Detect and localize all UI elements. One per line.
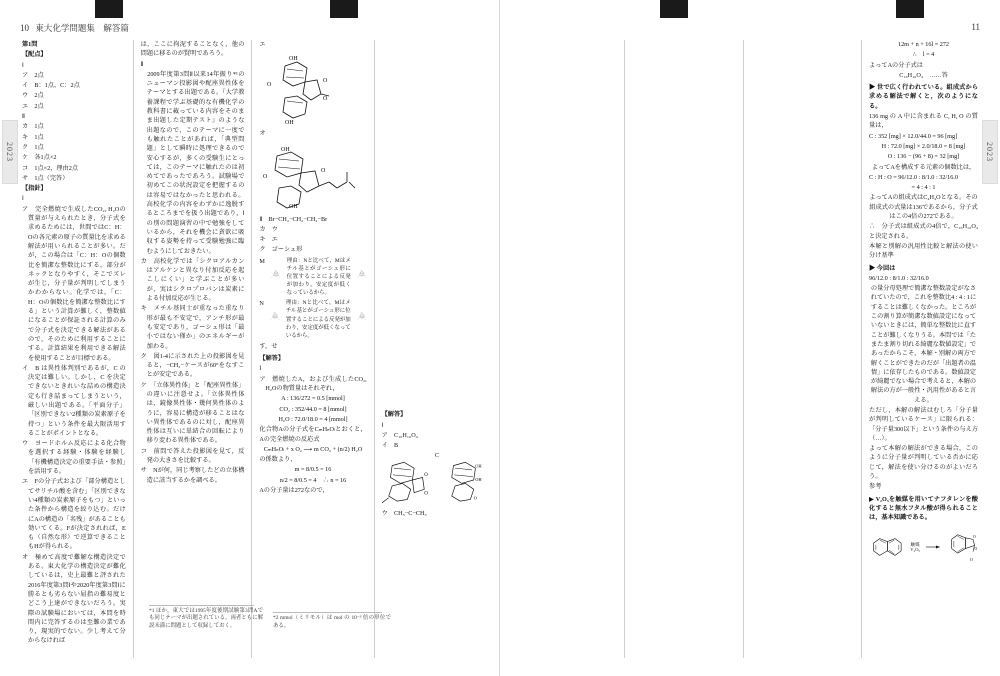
label-e: エ xyxy=(259,41,266,48)
kaisetsu-def: 化合物Aの分子式をCₘHₙOₗとおくと，Aの完全燃焼の反応式 xyxy=(259,426,367,443)
year-tab-right: 2023 xyxy=(982,120,998,184)
svg-text:O: O xyxy=(973,534,977,539)
label-n: N xyxy=(259,300,264,308)
catalyst-label: 触媒 V₂O₅ xyxy=(910,541,921,552)
svg-text:O: O xyxy=(323,78,328,85)
left-column-1 xyxy=(22,40,126,658)
calc-m: m = 8/0.5 = 16 xyxy=(294,466,332,474)
guideline-group: Ⅰ xyxy=(22,195,24,203)
naphthalene-icon xyxy=(869,530,904,564)
newman-projection-group xyxy=(259,257,366,298)
alt-hydrogen-mass: O : 136 − (96 + 8) = 32 [mg] xyxy=(887,153,960,161)
svg-text:H: H xyxy=(365,319,366,321)
comparison-heading: ▶ 今回は xyxy=(869,264,978,273)
or-label-2: 理由：Nと比べて，Mはメチル基とがゴーシュ形に位置することによる反発が加わり，安定度が低くなっているから。 xyxy=(285,300,351,339)
comparison-intro: 96/12.0 : 8/1.0 : 32/16.0 xyxy=(869,274,929,282)
footnote-rule-2 xyxy=(273,612,367,613)
column-divider xyxy=(133,40,134,658)
guideline-heading: 【指針】 xyxy=(22,185,47,193)
comparison-advice: 参考 xyxy=(869,483,882,491)
left-running-head xyxy=(20,22,129,34)
svg-text:H: H xyxy=(270,277,272,279)
score-line: ケ 各1点×2 xyxy=(22,154,57,162)
combustion-equation: CₘHₙOₗ + x O₂ ⟶ m CO₂ + (n/2) H₂O xyxy=(263,445,363,453)
structure-c-diagram xyxy=(445,451,489,509)
structure-b-diagram xyxy=(382,451,429,509)
left-footnote: *1 ほか，東大では1995年度後期試験第3問Aでも同じテーマが出題されている。両者ともに解説未満に問題として収録しておく。 xyxy=(149,607,263,630)
left-column-2 xyxy=(140,40,263,658)
kaisetsu-a: ア 燃焼したA，および生成したCO₂, H₂Oの物質量はそれぞれ， xyxy=(259,375,367,393)
molecular-formula-a: C₁₆H₁₆O₄ ……答 xyxy=(899,71,948,79)
svg-text:H: H xyxy=(365,277,366,279)
right-columns xyxy=(514,40,978,658)
score-line: ウ 2点 xyxy=(22,92,44,100)
score-line: ク 1点 xyxy=(22,143,44,151)
year-tab: 2023 xyxy=(2,120,18,184)
kaisetsu-heading: 【解答】 xyxy=(259,355,285,363)
svg-text:CH₃: CH₃ xyxy=(360,270,362,272)
page-marker-tab xyxy=(660,0,688,18)
comparison-caveat: よって本解の解法ができる場合，このように分子量が判明している否かに応じて，解法を使い分けるのがよいだろう。 xyxy=(869,445,978,481)
alt-carbon-mass: H : 72.0 [mg] × 2.0/18.0 = 8 [mg] xyxy=(881,142,966,150)
structures-b-c xyxy=(382,451,489,509)
right-running-head xyxy=(971,22,980,32)
naphthalene-reaction-figure xyxy=(869,527,978,567)
section-title: 第1問 xyxy=(22,41,38,48)
reaction-arrow-icon xyxy=(926,542,941,552)
svg-text:O: O xyxy=(323,96,328,103)
svg-text:H: H xyxy=(356,319,358,321)
alt-intro: 136 mg の A 中に含まれる C, H, O の質量は， xyxy=(869,113,978,130)
answer-ku: ク ゴーシュ形 xyxy=(259,246,303,254)
svg-text:O: O xyxy=(423,490,428,497)
score-line: イ B：1点，C：2点 xyxy=(22,82,80,90)
kaitou-roman1: Ⅰ xyxy=(381,421,384,429)
kaisetsu-roman1: Ⅰ xyxy=(259,365,262,373)
label-m: M xyxy=(259,257,265,265)
guideline-ka: カ 高校化学では「シクロアルカンはアルケンと異なり付加反応を起こしにくい」と学ぶことが多いが，実はシクロプロパンは炭素による付加反応が生じる。 xyxy=(140,257,245,303)
svg-text:O: O xyxy=(473,495,477,501)
column-divider xyxy=(374,40,375,658)
guideline-ko: コ 前問で答えた投影図を見て，反発の大きさを比較する。 xyxy=(140,447,245,465)
newman-n-alt-icon xyxy=(357,299,367,333)
alt-empirical-note: ∴ 分子式は組成式の4倍で，C₁₆H₁₆O₄と決定される。 xyxy=(869,223,978,240)
guideline-o: オ 極めて高度で難解な構造決定である。東大化学の構造決定が難化しているは，史上最難と評された2016年度第3問Ⅰや2020年度第3問Ⅰに勝るとも劣らない屈指の難易度とどこう上達ができないだろう。実際の試験場においては，本問を時間内に完答するのは至難の業であり，現実的でない。少し考えて分からなければ xyxy=(22,553,126,645)
structure-e-diagram xyxy=(259,52,366,126)
svg-text:CH₃: CH₃ xyxy=(273,312,276,314)
column-divider xyxy=(624,40,625,658)
guideline-ki: キ メチル基同士が重なった重なり形が最も不安定で，アンチ形が最も安定であり，ゴーシュ形は「最小ではない僅か」のエネルギーが加わる。 xyxy=(140,305,245,350)
newman-m-alt-icon xyxy=(357,257,367,291)
score-heading: 【配点】 xyxy=(22,51,47,59)
svg-text:H: H xyxy=(279,277,280,279)
comparison-expr: の量分母処理で簡潔な整数設定がなされていたので，これを整数比4 : 4 : 1にすることは難しくなかった。ところがこの割り算が簡潔な数値設定になっていないときには，簡単な整数比に直すことが難しくなりうる。本問では「たまたま割り切れる綺麗な数値設定」であったからこそ，本解・別解の両方で解くことができたのだが「出題者の温情」に依存したものである。数値設定が綺麗でない場合で考えると，本解の解法の方が一般性・汎用性があると言える。 xyxy=(870,285,977,404)
score-line: コ 1点×2，理由2点 xyxy=(22,164,79,172)
page-marker-tab xyxy=(330,0,358,18)
guideline-e: エ Fの分子式および「部分構造としてサリチル酸を含む」「区別できない4種類の炭素原子をもつ」といった条件から構造を絞り込む。だけにAの構造の「名残」があることも効いてくる。Fが決定されれば，Eも（自然な形）で逆算できることもHが得られる。 xyxy=(22,478,126,551)
column-divider xyxy=(251,40,252,658)
guideline-intro: 2009年度第3問Ⅱ以来14年振り*¹のニューマン投影図や配座異性体をテーマとする出題である。『大学教養課程で学ぶ基礎的な有機化学の教科書に載っている内容をそのまま出題した定期テスト』のような出題なので，このテーマに一度でも触れたことがあれば，「典型問題」として瞬時に処理できるので安心するが，多くの受験生にとっては，このテーマに触れたのは初めてであったであろう。試験場で初めてこの状況設定を把握するのは容易ではなかったと思われる。高校化学の内容をわずかに逸脱するところまでを扱う出題であり，Ⅰの別の問題演習の中で勉強をしているから，それを機会に貪欲に吸収する姿勢を持って受験勉強に臨むようにしておきたい。 xyxy=(140,70,245,255)
right-column-3 xyxy=(751,40,854,658)
page-marker-tab xyxy=(95,0,123,18)
or-label: 理由：Nと比べて，Mはメチル基とがゴーシュ形に位置することによる反発が加わり，安定度が低くなっているから。 xyxy=(286,257,351,297)
label-o: オ xyxy=(259,130,266,138)
alt-mass-intro: C : 352 [mg] × 12.0/44.0 = 96 [mg] xyxy=(869,132,958,140)
guideline-u: ウ ヨードホルム反応による化合物を選択する経験・体験を経験し「有機構造決定の重要手法・参照」を活用する。 xyxy=(22,440,126,476)
svg-text:O: O xyxy=(970,557,974,562)
guideline-sa: サ Nが何，同じ考察したどの立体構造に該当するかを調べる。 xyxy=(140,467,245,484)
guideline-i: イ B は異性体判別であるが，C の決定は難しい。しかし，C を決定できないときれいな詰めの構造決定も行き詰まってしまうという，厳しい出題である。「平面分子」「区別できない2種類の炭素原子を持つ」という条件を最大限活用することがポイントとなる。 xyxy=(22,364,126,437)
column-divider xyxy=(861,40,862,658)
score-line: カ 1点 xyxy=(22,123,44,131)
kaitou-u: ウ CH₃−C−CH₃ xyxy=(381,510,427,518)
svg-text:O: O xyxy=(321,167,326,174)
book-title: 東大化学問題集 解答篇 xyxy=(35,23,129,33)
phthalic-anhydride-icon xyxy=(947,527,978,567)
alt-oxygen-mass: よってAを構成する元素の個数比は， xyxy=(871,163,976,171)
svg-text:H: H xyxy=(356,277,358,279)
svg-text:CH₃: CH₃ xyxy=(274,270,277,272)
eq-l-value: ∴ l = 4 xyxy=(912,51,935,59)
svg-text:OH: OH xyxy=(475,477,482,483)
conclusion-line: よってAの分子式は xyxy=(869,61,923,69)
score-group-2: Ⅱ xyxy=(22,113,26,121)
svg-text:OH: OH xyxy=(289,203,298,210)
molar-mass-note: Aの分子量は272なので， xyxy=(259,487,329,495)
right-column-4 xyxy=(869,40,978,658)
guideline-group-2: Ⅱ xyxy=(140,60,144,68)
svg-text:CH₃: CH₃ xyxy=(360,312,362,314)
kaitou-a: ア C₁₆H₁₆O₄ xyxy=(381,431,418,439)
comparison-body: ただし，本解の解法はむしろ「分子量が判明しているケース」に限られる：「分子量300以下」という条件の与え方（…）。 xyxy=(869,406,978,442)
right-page-number: 11 xyxy=(971,22,980,32)
right-column-1 xyxy=(514,40,617,658)
calc-n: n/2 = 8/0.5 = 4 ∴ n = 16 xyxy=(279,476,347,484)
svg-text:O: O xyxy=(974,546,978,551)
newman-m-icon xyxy=(271,257,281,291)
formula-co2: CO₂ : 352/44.0 = 8 [mmol] xyxy=(279,405,347,413)
newman-n-group xyxy=(259,299,366,340)
alt-ratio-intro: C : H : O = 96/12.0 : 8/1.0 : 32/16.0 xyxy=(869,173,958,181)
kaitou-heading-real: 【解答】 xyxy=(381,411,407,419)
guideline-ku: ク 図1-4に示された上の投影図を見ると，−CH₂−ケースが60°をなすことが安定である。 xyxy=(140,352,245,379)
label-c: C xyxy=(434,452,440,460)
alt-solution-heading: ▶ 世で広く行われている。組成式から求める解法で解くと，次のようになる。 xyxy=(869,83,978,111)
right-page xyxy=(500,0,1000,676)
formula-a: A : 136/272 = 0.5 [mmol] xyxy=(281,395,345,403)
left-footnote-2: *2 mmol（ミリモル）は mol の 10⁻³ 倍の単位である。 xyxy=(273,615,391,630)
left-column-4 xyxy=(382,40,489,658)
page-marker-tab xyxy=(896,0,924,18)
svg-text:OH: OH xyxy=(285,120,294,127)
guideline-a: ア 完全燃焼で生成したCO₂, H₂Oの質量が与えられたとき，分子式を求めるためには，世間ではC：H：Oの各元素の原子の質量比を求める解法が用いられることが多い。だが，この場合は「C：H：Oの個数比を簡潔な整数比にする。部分がネックとなりやすく，そこでズレが生じ，分子量が判明してしまうかわからない。化学では，「C：H：Oの個数比を簡潔な整数比にする」という計算が難しく，整数値になることが保証される計算のみで分子式を決定できる解法があるので，そのために利用することにする。計算結果を利用できる解法を使用することが目標である。 xyxy=(22,205,126,362)
score-line: エ 2点 xyxy=(22,102,44,110)
kaitou-i-b: イ B xyxy=(381,442,399,450)
svg-text:OH: OH xyxy=(475,463,482,469)
svg-text:OH: OH xyxy=(289,56,298,63)
score-line: ア 2点 xyxy=(22,71,44,79)
svg-text:O: O xyxy=(267,82,272,89)
formula-h2o: H₂O : 72.0/18.0 = 4 [mmol] xyxy=(278,415,348,423)
left-columns xyxy=(22,40,489,658)
guideline-ke: ケ 「立体異性体」と「配座異性体」の違いに注意せよ。「立体異性体は，鏡像異性体・幾何異性体のように，容易に構造が移ることはない異性体であるのに対し，配座異性体は互いに単結合の回転により移り変わる異性体である。 xyxy=(140,381,245,445)
newman-n-icon xyxy=(270,299,280,333)
guideline-cont: は，ここに拘泥することなく，他の問題に移るのが賢明であろう。 xyxy=(140,41,245,58)
score-line: サ 1点（完答） xyxy=(22,174,69,182)
alt-conclusion: 本解と別解の汎用性比較と解法の使い分け基準 xyxy=(869,242,978,260)
svg-text:OH: OH xyxy=(281,146,290,153)
answer-reason: す，せ xyxy=(259,342,278,350)
svg-text:H: H xyxy=(269,319,271,321)
eq-mass-balance: 12m + n + 16l = 272 xyxy=(897,41,950,48)
answer-ka: カ ウ xyxy=(259,225,278,233)
score-group-1: Ⅰ xyxy=(22,61,24,69)
svg-text:H: H xyxy=(278,319,279,321)
left-page-number: 10 xyxy=(20,23,29,33)
reference-heading: ▶ V₂O₅を触媒を用いてナフタレンを酸化すると無水フタル酸が得られることは，基本知識である。 xyxy=(869,495,978,523)
svg-text:O: O xyxy=(423,472,428,479)
column-divider xyxy=(743,40,744,658)
structure-o-diagram xyxy=(259,142,366,212)
answer-ki: キ エ xyxy=(259,236,278,244)
svg-text:O: O xyxy=(263,173,268,180)
right-column-2 xyxy=(632,40,735,658)
answer-roman2: Ⅱ Br−CH₂−CH₂−CH₂−Br xyxy=(259,215,328,223)
alt-ratio-result: よってAの組成式はC₄H₄Oとなる。その組成式の式量は136であるから，分子式はこの4倍の272である。 xyxy=(869,194,978,221)
score-line: キ 1点 xyxy=(22,133,44,141)
coefficient-note: の係数より， xyxy=(259,456,297,464)
footnote-rule xyxy=(149,605,244,606)
alt-ratio-expr: = 4 : 4 : 1 xyxy=(911,184,936,192)
